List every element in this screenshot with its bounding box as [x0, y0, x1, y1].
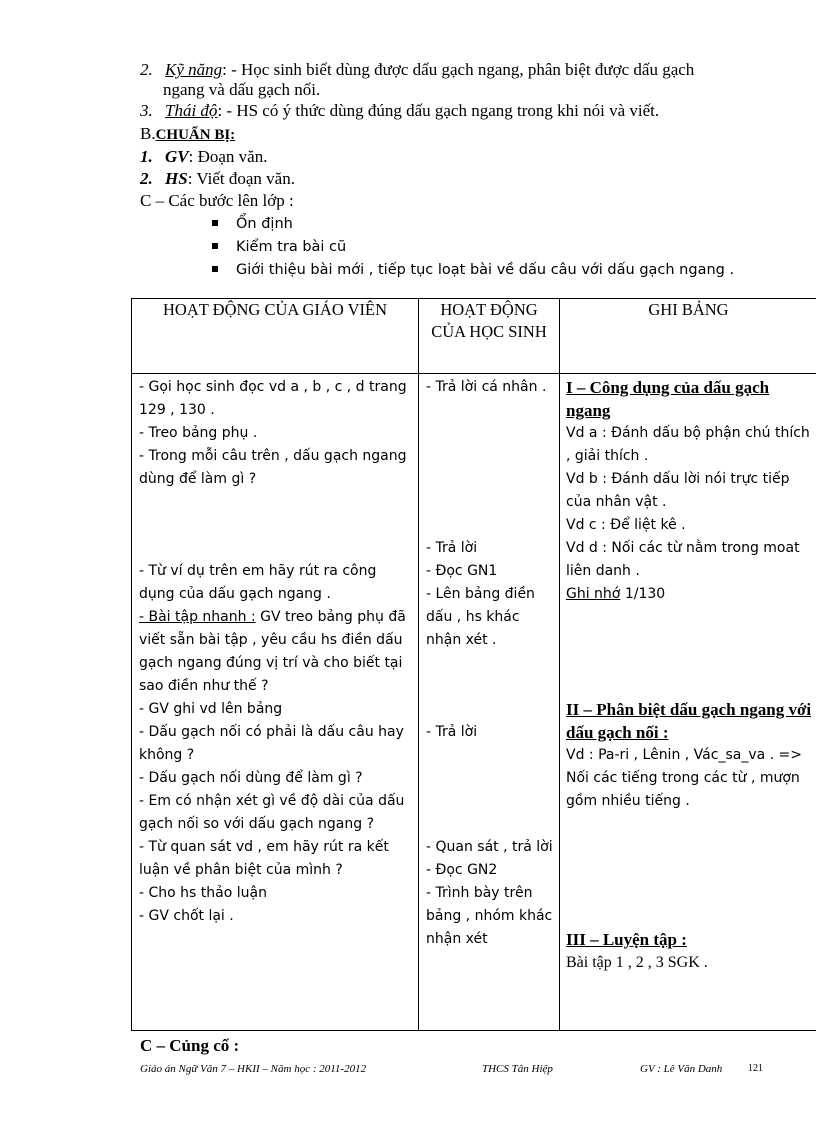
student-item: - Quan sát , trả lời [426, 839, 553, 855]
page-number: 121 [748, 1063, 763, 1074]
teacher-item: - Dấu gạch nối dùng để làm gì ? [139, 770, 363, 786]
attitude-label: Thái độ [165, 101, 218, 120]
footer-center: THCS Tân Hiệp [482, 1063, 553, 1075]
student-column [419, 374, 560, 1031]
gv-number: 1. [140, 147, 153, 166]
student-item: - Trả lời cá nhân . [426, 379, 547, 395]
hs-label: HS [165, 169, 188, 188]
hs-number: 2. [140, 169, 153, 188]
lesson-table [131, 298, 816, 1031]
board-item: Vd : Pa-ri , Lênin , Vác_sa_va . => Nối các tiếng trong các từ , mượn gồm nhiều tiếng . [566, 747, 802, 809]
skill-number: 2. [140, 60, 153, 79]
student-item: - Đọc GN1 [426, 563, 498, 579]
step-item [236, 237, 346, 257]
teacher-item: - Từ ví dụ trên em hãy rút ra công dụng của dấu gạch ngang . [139, 563, 377, 602]
teacher-item: - Gọi học sinh đọc vd a , b , c , d trang 129 , 130 . [139, 379, 407, 418]
section-2-title: II – Phân biệt dấu gạch ngang với dấu gạch nối : [566, 700, 812, 742]
board-item: Bài tập 1 , 2 , 3 SGK . [566, 954, 708, 971]
consolidation-heading [140, 1036, 239, 1056]
attitude-text: : - HS có ý thức dùng đúng dấu gạch ngang trong khi nói và viết. [217, 101, 660, 120]
student-item: - Trình bày trên bảng , nhóm khác nhận xét [426, 885, 553, 947]
header-board: GHI BẢNG [560, 299, 816, 374]
teacher-item: - Treo bảng phụ . [139, 425, 258, 441]
skill-text-continued: ngang và dấu gạch nối. [163, 80, 321, 99]
gv-text: : Đoạn văn. [188, 147, 268, 166]
board-column [560, 374, 816, 1031]
footer-left: Giáo án Ngữ Văn 7 – HKII – Năm học : 2011-2012 [140, 1063, 367, 1075]
bullet-icon [212, 243, 218, 249]
hs-text: : Viết đoạn văn. [187, 169, 295, 188]
steps-heading [140, 191, 294, 211]
teacher-item: - Cho hs thảo luận [139, 885, 267, 901]
prep-title: CHUẨN BỊ: [155, 127, 236, 143]
skill-line-2 [163, 80, 320, 100]
teacher-item: - GV chốt lại . [139, 908, 234, 924]
skill-text: : - Học sinh biết dùng được dấu gạch ngang, phân biệt được dấu gạch [222, 60, 695, 79]
hs-line [140, 169, 295, 189]
teacher-item: - GV ghi vd lên bảng [139, 701, 283, 717]
step-item [236, 260, 734, 280]
student-item: - Trả lời [426, 724, 478, 740]
skill-line [140, 60, 694, 80]
quick-exercise-label: - Bài tập nhanh : [139, 609, 256, 625]
section-1-title: I – Công dụng của dấu gạch ngang [566, 378, 770, 420]
board-item: Vd a : Đánh dấu bộ phận chú thích , giải thích . [566, 425, 810, 464]
teacher-item: - Em có nhận xét gì về độ dài của dấu gạch nối so với dấu gạch ngang ? [139, 793, 405, 832]
student-item: - Lên bảng điền dấu , hs khác nhận xét . [426, 586, 535, 648]
step-label: Kiểm tra bài cũ [236, 239, 347, 255]
board-item: Vd c : Để liệt kê . [566, 517, 686, 533]
gv-label: GV [165, 147, 189, 166]
table-body-row [132, 374, 816, 1031]
student-item: - Trả lời [426, 540, 478, 556]
footer-right: GV : Lê Văn Danh [640, 1063, 723, 1075]
board-item: Vd b : Đánh dấu lời nói trực tiếp của nhân vật . [566, 471, 790, 510]
student-item: - Đọc GN2 [426, 862, 498, 878]
teacher-item: - Dấu gạch nối có phải là dấu câu hay không ? [139, 724, 404, 763]
quick-exercise-text: GV treo bảng phụ đã viết sẵn bài tập , yêu cầu hs điền dấu gạch ngang đúng vị trí và cho biết tại sao điền như thế ? [139, 609, 406, 694]
step-item [236, 214, 293, 234]
memo-line [566, 583, 813, 606]
board-item: Vd d : Nối các từ nằm trong moat liên danh . [566, 540, 800, 579]
header-student: HOẠT ĐỘNG CỦA HỌC SINH [419, 299, 560, 374]
memo-page: 1/130 [620, 586, 666, 602]
memo-label: Ghi nhớ [566, 586, 621, 602]
prep-prefix: B. [140, 124, 156, 143]
preparation-heading [140, 124, 235, 145]
bullet-icon [212, 266, 218, 272]
step-label: Giới thiệu bài mới , tiếp tục loạt bài về dấu câu với dấu gạch ngang . [236, 262, 735, 278]
skill-label: Kỹ năng [165, 60, 223, 79]
step-label: Ổn định [236, 216, 293, 232]
table-header-row [132, 299, 816, 374]
teacher-column [132, 374, 419, 1031]
attitude-number: 3. [140, 101, 153, 120]
consolidation-title: C – Củng cố : [140, 1036, 240, 1055]
attitude-line [140, 101, 659, 121]
teacher-item: - Từ quan sát vd , em hãy rút ra kết luận về phân biệt của mình ? [139, 839, 389, 878]
gv-line [140, 147, 267, 167]
header-teacher: HOẠT ĐỘNG CỦA GIÁO VIÊN [132, 299, 419, 374]
teacher-item: - Trong mỗi câu trên , dấu gạch ngang dùng để làm gì ? [139, 448, 407, 487]
section-3-title: III – Luyện tập : [566, 930, 687, 949]
steps-title: C – Các bước lên lớp : [140, 191, 294, 210]
bullet-icon [212, 220, 218, 226]
teacher-item [139, 606, 414, 698]
